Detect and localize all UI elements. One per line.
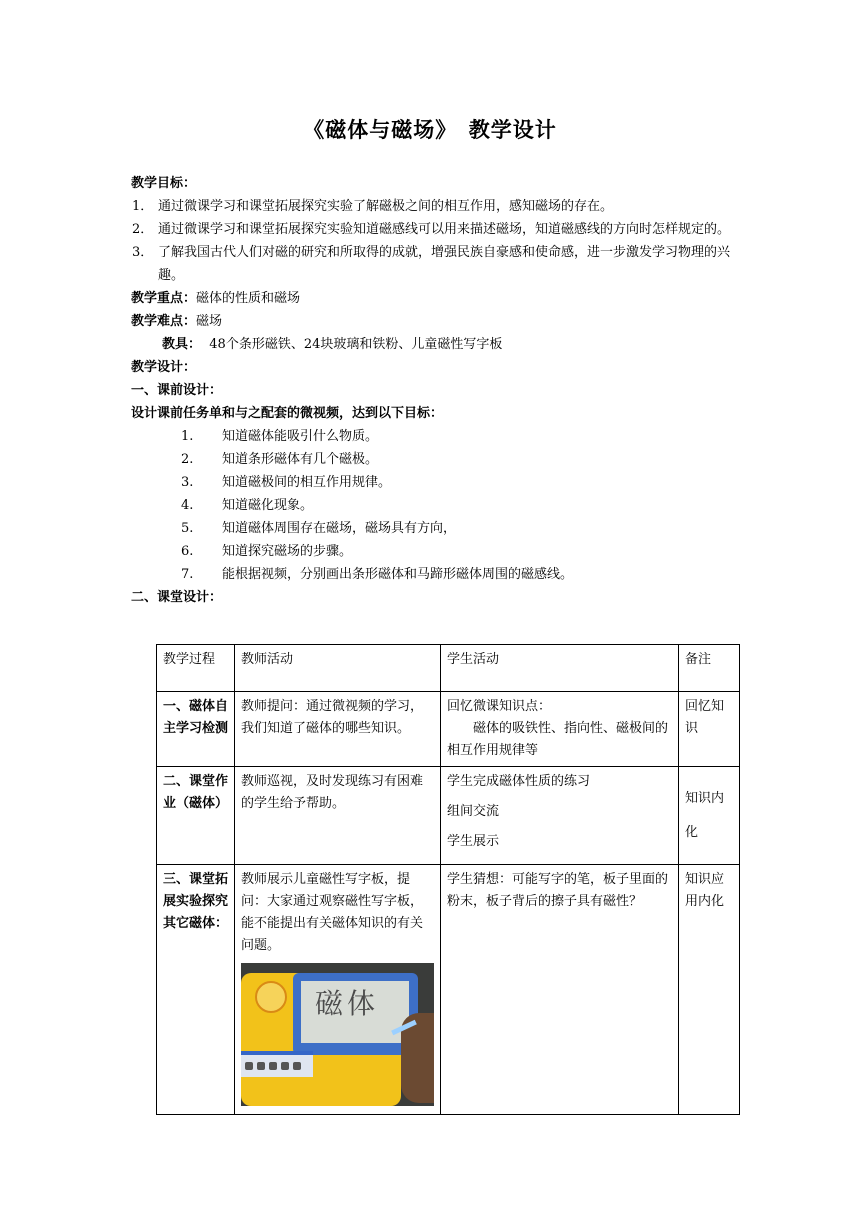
pre-class-item: 6. 知道探究磁场的步骤。 — [181, 544, 353, 559]
pre-class-item: 2. 知道条形磁体有几个磁极。 — [181, 452, 379, 467]
note-cell: 知识内化 — [679, 767, 740, 865]
pre-class-item: 3. 知道磁极间的相互作用规律。 — [181, 475, 392, 490]
teaching-tools: 教具： 48个条形磁铁、24块玻璃和铁粉、儿童磁性写字板 — [162, 337, 503, 352]
header-cell: 学生活动 — [441, 645, 679, 692]
header-cell: 备注 — [679, 645, 740, 692]
lesson-table — [156, 644, 740, 1115]
key-point: 教学重点：磁体的性质和磁场 — [131, 291, 301, 306]
document-body — [131, 172, 731, 609]
in-class-heading: 二、课堂设计： — [131, 590, 223, 605]
student-cell: 回忆微课知识点： 磁体的吸铁性、指向性、磁极间的相互作用规律等 — [441, 692, 679, 767]
table-row — [157, 865, 740, 1115]
stage-cell: 三、课堂拓展实验探究其它磁体： — [157, 865, 235, 1115]
header-cell: 教师活动 — [235, 645, 441, 692]
difficulty: 教学难点：磁场 — [131, 314, 223, 329]
pre-class-item: 4. 知道磁化现象。 — [181, 498, 314, 513]
magnetic-drawing-board-photo: 磁体 — [241, 963, 434, 1106]
table-row — [157, 767, 740, 865]
table-header-row — [157, 645, 740, 692]
pre-class-subheading: 设计课前任务单和与之配套的微视频，达到以下目标： — [131, 406, 444, 421]
stage-cell: 一、磁体自主学习检测 — [157, 692, 235, 767]
student-cell: 学生猜想：可能写字的笔，板子里面的粉末，板子背后的擦子具有磁性？ — [441, 865, 679, 1115]
goal-item: 1． 通过微课学习和课堂拓展探究实验了解磁极之间的相互作用，感知磁场的存在。 — [132, 199, 614, 214]
pre-class-item: 7. 能根据视频，分别画出条形磁体和马蹄形磁体周围的磁感线。 — [181, 567, 574, 582]
goal-item: 3． 了解我国古代人们对磁的研究和所取得的成就，增强民族自豪感和使命感，进一步激发学习物理的兴趣。 — [132, 245, 731, 283]
note-cell: 回忆知识 — [679, 692, 740, 767]
design-heading: 教学设计： — [131, 360, 197, 375]
document-title: 《磁体与磁场》 教学设计 — [303, 117, 557, 142]
stage-cell: 二、课堂作业（磁体） — [157, 767, 235, 865]
teacher-cell: 教师提问：通过微视频的学习，我们知道了磁体的哪些知识。 — [235, 692, 441, 767]
header-cell: 教学过程 — [157, 645, 235, 692]
goal-item: 2． 通过微课学习和课堂拓展探究实验知道磁感线可以用来描述磁场，知道磁感线的方向时怎样规定的。 — [132, 222, 731, 237]
pre-class-item: 1. 知道磁体能吸引什么物质。 — [181, 429, 379, 444]
pre-class-heading: 一、课前设计： — [131, 383, 223, 398]
teacher-cell: 教师巡视，及时发现练习有困难的学生给予帮助。 — [235, 767, 441, 865]
student-cell: 学生完成磁体性质的练习 组间交流 学生展示 — [441, 767, 679, 865]
pre-class-item: 5. 知道磁体周围存在磁场，磁场具有方向， — [181, 521, 457, 536]
teacher-cell: 教师展示儿童磁性写字板，提问：大家通过观察磁性写字板，能不能提出有关磁体知识的有关问题。 磁体 — [235, 865, 441, 1115]
goals-heading: 教学目标： — [131, 176, 197, 191]
note-cell: 知识应用内化 — [679, 865, 740, 1115]
table-row — [157, 692, 740, 767]
